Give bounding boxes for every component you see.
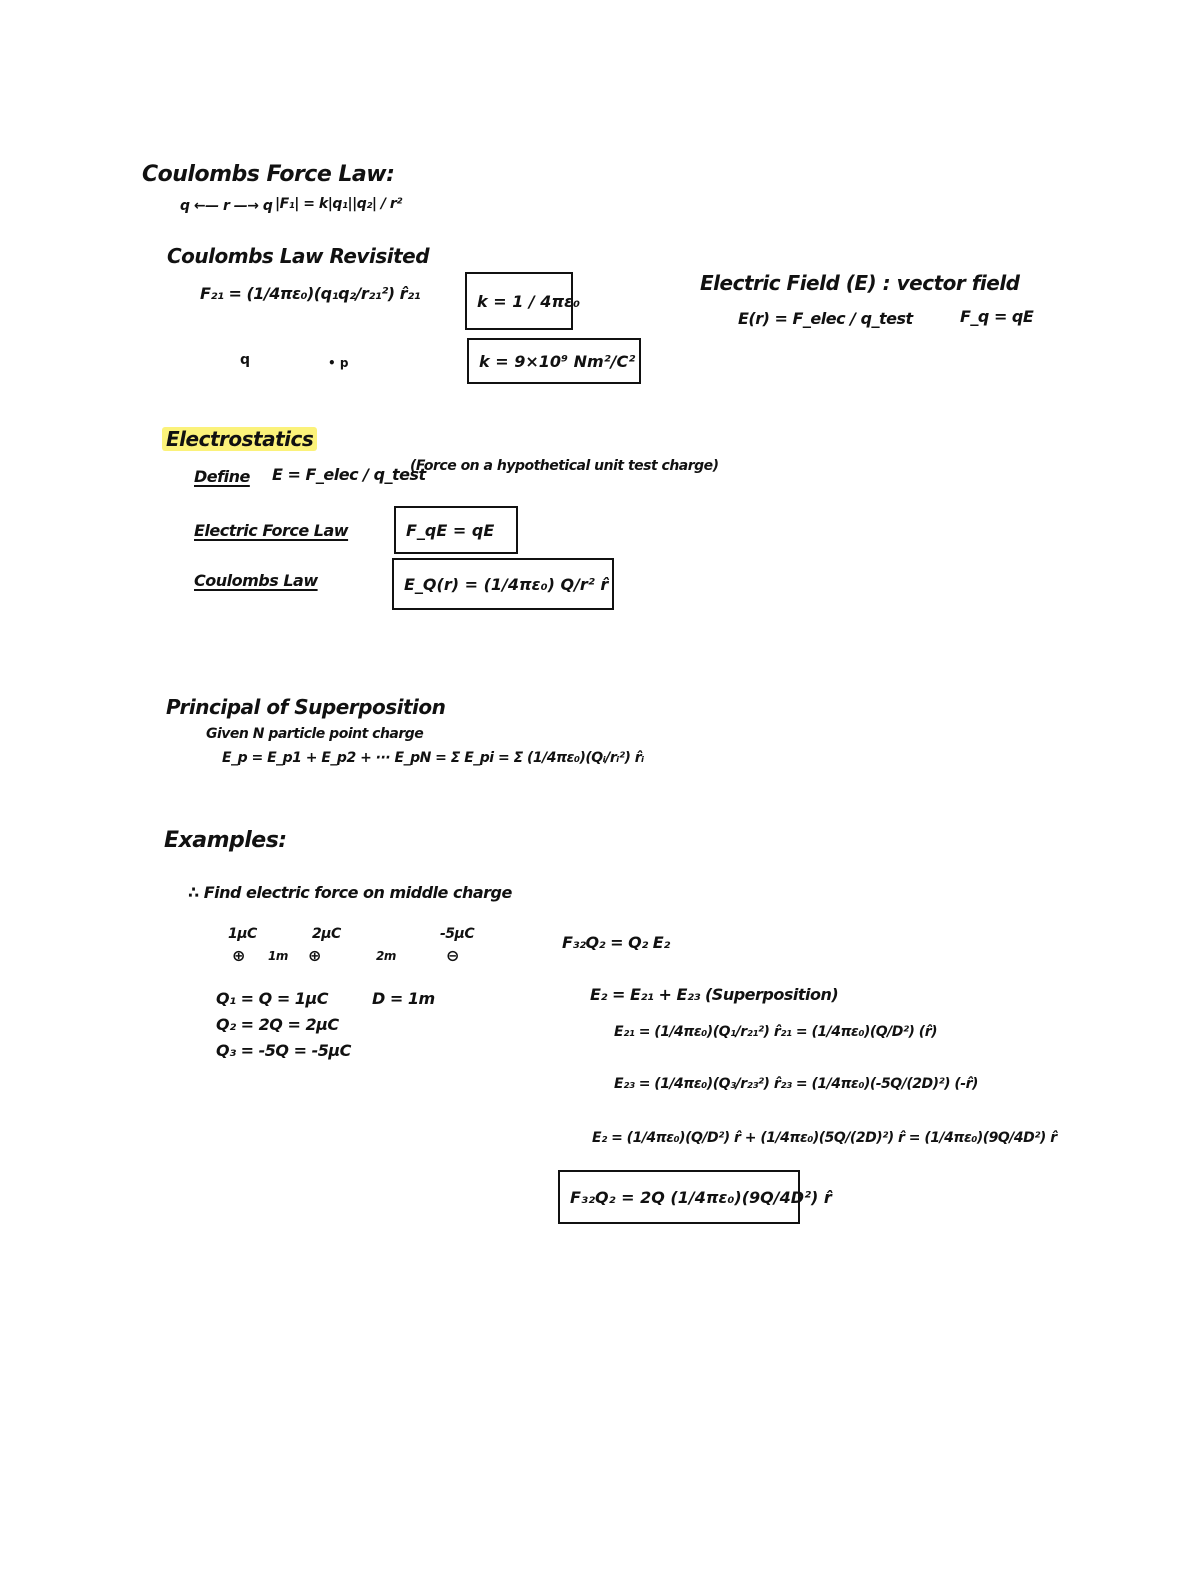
- k-definition-box: k = 1 / 4πε₀: [465, 272, 573, 330]
- spacing-2: 2m: [376, 949, 396, 963]
- point-charge: q: [240, 352, 251, 368]
- point-p: • p: [328, 356, 349, 370]
- work-line-2: E₂ = E₂₁ + E₂₃ (Superposition): [590, 985, 839, 1004]
- spacing-1: 1m: [268, 949, 288, 963]
- coulomb-revisited-title: Coulombs Law Revisited: [167, 244, 430, 268]
- coulomb-diagram: q ←— r —→ q: [180, 198, 273, 214]
- define-label: Define: [194, 467, 250, 486]
- charge-3-symbol: ⊖: [446, 946, 460, 965]
- k-value-box: k = 9×10⁹ Nm²/C²: [467, 338, 641, 384]
- coulomb-magnitude: |F₁| = k|q₁||q₂| / r²: [275, 196, 402, 212]
- electrostatics-title: [162, 428, 317, 451]
- field-title: Electric Field (E) : vector field: [700, 271, 1020, 295]
- define-equation: E = F_elec / q_test: [272, 465, 426, 484]
- define-note: (Force on a hypothetical unit test charge): [410, 458, 719, 474]
- given-q2: Q₂ = 2Q = 2μC: [216, 1015, 339, 1034]
- charge-3-label: -5μC: [440, 926, 475, 942]
- field-force-relation: F_q = qE: [960, 307, 1034, 326]
- coulomb-law-box: E_Q(r) = (1/4πε₀) Q/r² r̂: [392, 558, 614, 610]
- force-law-box: F_qE = qE: [394, 506, 518, 554]
- superposition-equation: E_p = E_p1 + E_p2 + ··· E_pN = Σ E_pi = Σ (1/4πε₀)(Qᵢ/rᵢ²) r̂ᵢ: [222, 750, 644, 766]
- superposition-title: Principal of Superposition: [166, 695, 446, 719]
- work-line-4: E₂₃ = (1/4πε₀)(Q₃/r₂₃²) r̂₂₃ = (1/4πε₀)(-5Q/(2D)²) (-r̂): [614, 1076, 978, 1092]
- work-line-5: E₂ = (1/4πε₀)(Q/D²) r̂ + (1/4πε₀)(5Q/(2D)²) r̂ = (1/4πε₀)(9Q/4D²) r̂: [592, 1130, 1057, 1146]
- work-line-3: E₂₁ = (1/4πε₀)(Q₁/r₂₁²) r̂₂₁ = (1/4πε₀)(Q/D²) (r̂): [614, 1024, 937, 1040]
- coulomb-title: Coulombs Force Law:: [142, 162, 395, 187]
- charge-2-symbol: ⊕: [308, 946, 322, 965]
- electrostatics-highlight: Electrostatics: [162, 427, 317, 451]
- work-line-1: F₃₂Q₂ = Q₂ E₂: [562, 933, 670, 952]
- charge-2-label: 2μC: [312, 926, 341, 942]
- force-law-label: Electric Force Law: [194, 521, 349, 540]
- answer-box: F₃₂Q₂ = 2Q (1/4πε₀)(9Q/4D²) r̂: [558, 1170, 800, 1224]
- superposition-subtitle: Given N particle point charge: [206, 726, 424, 742]
- coulomb-law-label: Coulombs Law: [194, 571, 318, 590]
- examples-title: Examples:: [164, 828, 287, 853]
- example-problem: ∴ Find electric force on middle charge: [188, 883, 512, 902]
- charge-1-symbol: ⊕: [232, 946, 246, 965]
- coulomb-vector-form: F₂₁ = (1/4πε₀)(q₁q₂/r₂₁²) r̂₂₁: [200, 284, 421, 303]
- given-q1: Q₁ = Q = 1μC: [216, 989, 328, 1008]
- charge-1-label: 1μC: [228, 926, 257, 942]
- given-q3: Q₃ = -5Q = -5μC: [216, 1041, 351, 1060]
- given-distance: D = 1m: [372, 989, 435, 1008]
- field-definition: E(r) = F_elec / q_test: [738, 309, 913, 328]
